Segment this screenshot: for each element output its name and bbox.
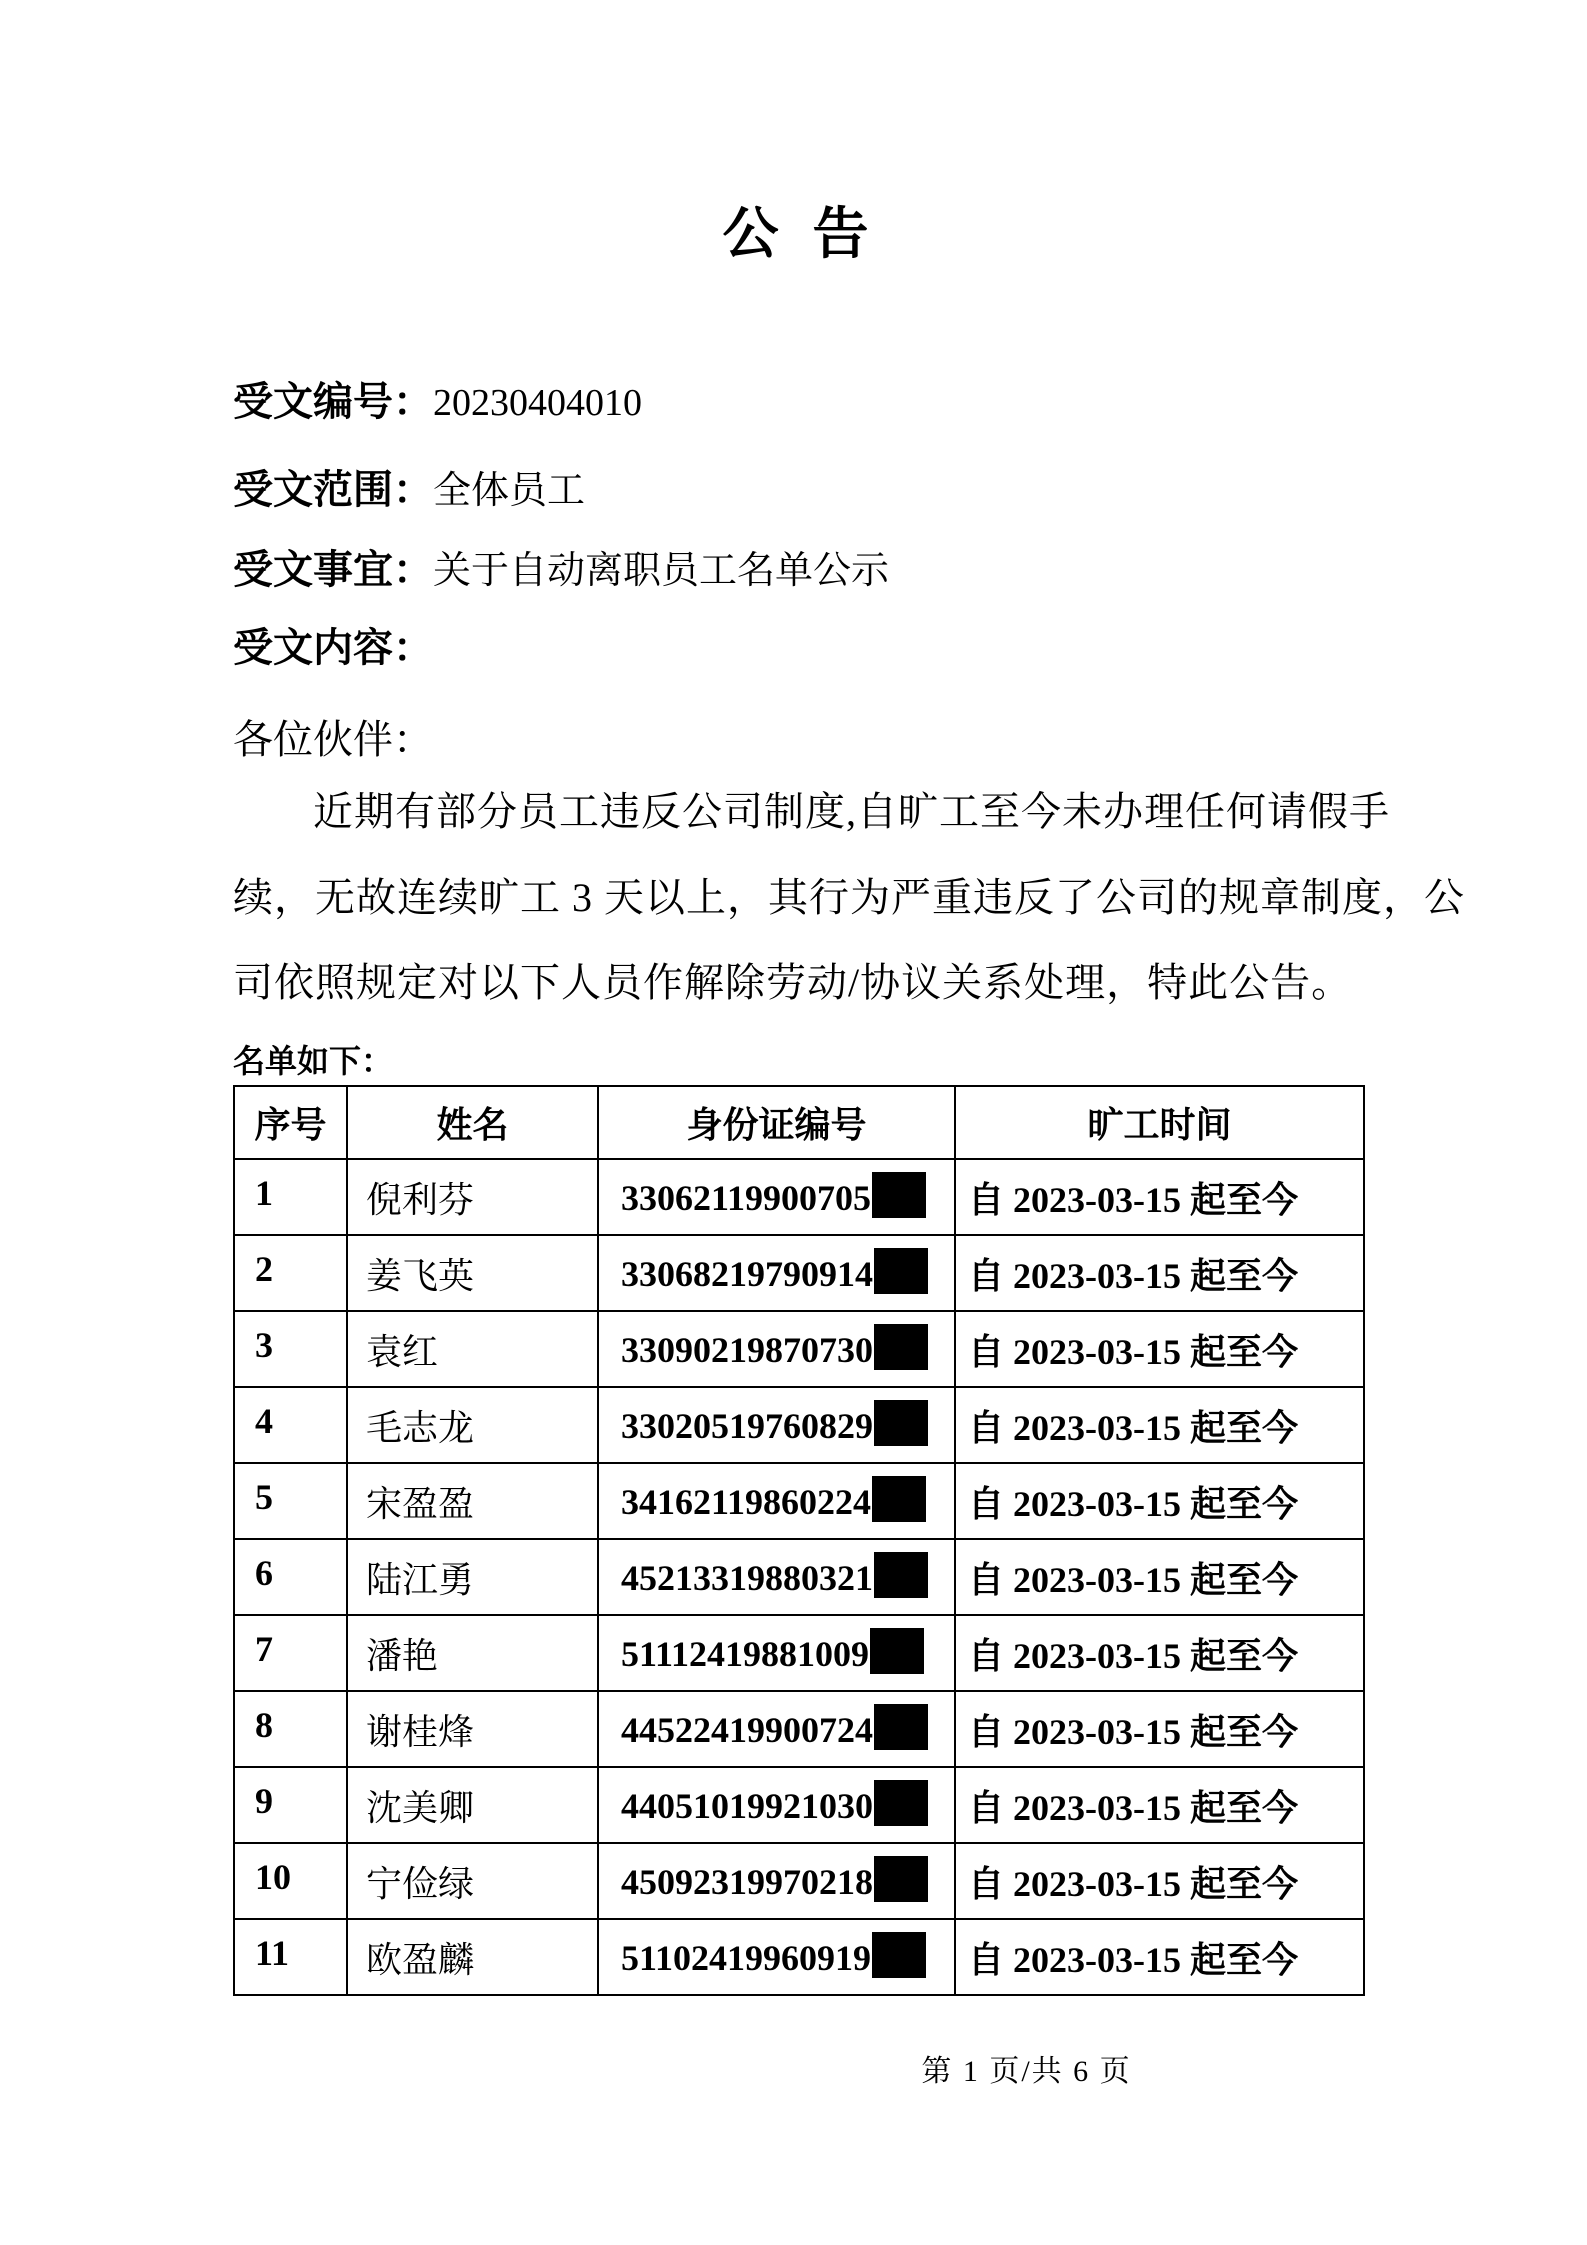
redaction-block <box>872 1476 926 1522</box>
column-header-index: 序号 <box>234 1086 347 1159</box>
cell-name: 欧盈麟 <box>347 1919 598 1995</box>
meta-doc-number <box>233 370 1368 427</box>
cell-name: 沈美卿 <box>347 1767 598 1843</box>
redaction-block <box>874 1856 928 1902</box>
cell-name: 谢桂烽 <box>347 1691 598 1767</box>
cell-index: 7 <box>234 1615 347 1691</box>
meta-content-label: 受文内容： <box>233 625 433 670</box>
cell-index: 8 <box>234 1691 347 1767</box>
table-row <box>234 1843 1364 1919</box>
redaction-block <box>870 1628 924 1674</box>
table-header <box>234 1086 1364 1159</box>
cell-absence-period: 自 2023-03-15 起至今 <box>955 1767 1364 1843</box>
body-paragraph-line: 续，无故连续旷工 3 天以上，其行为严重违反了公司的规章制度，公 <box>233 875 1465 920</box>
cell-index: 9 <box>234 1767 347 1843</box>
cell-absence-period: 自 2023-03-15 起至今 <box>955 1539 1364 1615</box>
body-paragraph-line: 司依照规定对以下人员作解除劳动/协议关系处理，特此公告。 <box>233 960 1353 1005</box>
id-number-visible: 33062119900705 <box>621 1178 872 1218</box>
meta-content <box>233 616 1368 673</box>
cell-id-number <box>598 1615 955 1691</box>
cell-id-number <box>598 1387 955 1463</box>
cell-index: 3 <box>234 1311 347 1387</box>
cell-absence-period: 自 2023-03-15 起至今 <box>955 1235 1364 1311</box>
table-row <box>234 1159 1364 1235</box>
cell-absence-period: 自 2023-03-15 起至今 <box>955 1691 1364 1767</box>
table-row <box>234 1539 1364 1615</box>
cell-id-number <box>598 1919 955 1995</box>
cell-name: 宋盈盈 <box>347 1463 598 1539</box>
cell-name: 宁俭绿 <box>347 1843 598 1919</box>
redaction-block <box>874 1324 928 1370</box>
cell-absence-period: 自 2023-03-15 起至今 <box>955 1159 1364 1235</box>
table-row <box>234 1691 1364 1767</box>
table-row <box>234 1235 1364 1311</box>
meta-subject-value: 关于自动离职员工名单公示 <box>433 550 890 592</box>
redaction-block <box>872 1932 926 1978</box>
cell-absence-period: 自 2023-03-15 起至今 <box>955 1919 1364 1995</box>
redaction-block <box>874 1704 928 1750</box>
table-row <box>234 1919 1364 1995</box>
cell-absence-period: 自 2023-03-15 起至今 <box>955 1843 1364 1919</box>
meta-scope-label: 受文范围： <box>233 467 433 512</box>
cell-index: 1 <box>234 1159 347 1235</box>
meta-scope <box>233 458 1368 515</box>
salutation: 各位伙伴： <box>233 717 433 762</box>
id-number-visible: 44522419900724 <box>621 1710 873 1750</box>
cell-index: 4 <box>234 1387 347 1463</box>
column-header-name: 姓名 <box>347 1086 598 1159</box>
id-number-visible: 33090219870730 <box>621 1330 873 1370</box>
id-number-visible: 34162119860224 <box>621 1482 872 1522</box>
id-number-visible: 51112419881009 <box>621 1634 870 1674</box>
meta-subject-label: 受文事宜： <box>233 547 433 592</box>
cell-absence-period: 自 2023-03-15 起至今 <box>955 1463 1364 1539</box>
cell-id-number <box>598 1159 955 1235</box>
cell-id-number <box>598 1235 955 1311</box>
table-body <box>234 1159 1364 1995</box>
meta-doc-number-label: 受文编号： <box>233 379 433 424</box>
cell-absence-period: 自 2023-03-15 起至今 <box>955 1387 1364 1463</box>
id-number-visible: 45213319880321 <box>621 1558 873 1598</box>
meta-subject <box>233 538 1368 595</box>
cell-name: 姜飞英 <box>347 1235 598 1311</box>
cell-name: 毛志龙 <box>347 1387 598 1463</box>
cell-absence-period: 自 2023-03-15 起至今 <box>955 1311 1364 1387</box>
redaction-block <box>872 1172 926 1218</box>
cell-index: 11 <box>234 1919 347 1995</box>
cell-absence-period: 自 2023-03-15 起至今 <box>955 1615 1364 1691</box>
cell-id-number <box>598 1463 955 1539</box>
column-header-id-number: 身份证编号 <box>598 1086 955 1159</box>
cell-name: 袁红 <box>347 1311 598 1387</box>
table-row <box>234 1463 1364 1539</box>
redaction-block <box>874 1552 928 1598</box>
cell-id-number <box>598 1311 955 1387</box>
cell-index: 5 <box>234 1463 347 1539</box>
cell-index: 10 <box>234 1843 347 1919</box>
cell-id-number <box>598 1767 955 1843</box>
id-number-visible: 33020519760829 <box>621 1406 873 1446</box>
body-paragraph-line: 近期有部分员工违反公司制度,自旷工至今未办理任何请假手 <box>313 789 1390 834</box>
table-row <box>234 1615 1364 1691</box>
cell-id-number <box>598 1843 955 1919</box>
table-row <box>234 1767 1364 1843</box>
list-intro: 名单如下： <box>233 1043 394 1079</box>
redaction-block <box>874 1248 928 1294</box>
page-footer: 第 1 页/共 6 页 <box>921 2055 1132 2088</box>
employee-roster-table <box>233 1085 1365 1996</box>
table-row <box>234 1387 1364 1463</box>
page-title: 公 告 <box>722 204 879 266</box>
column-header-absence-period: 旷工时间 <box>955 1086 1364 1159</box>
cell-name: 陆江勇 <box>347 1539 598 1615</box>
cell-index: 2 <box>234 1235 347 1311</box>
id-number-visible: 44051019921030 <box>621 1786 873 1826</box>
document-content <box>233 0 1465 2245</box>
cell-id-number <box>598 1539 955 1615</box>
id-number-visible: 45092319970218 <box>621 1862 873 1902</box>
cell-id-number <box>598 1691 955 1767</box>
meta-scope-value: 全体员工 <box>433 470 586 512</box>
table-row <box>234 1311 1364 1387</box>
cell-name: 倪利芬 <box>347 1159 598 1235</box>
id-number-visible: 51102419960919 <box>621 1938 872 1978</box>
meta-doc-number-value: 20230404010 <box>433 382 642 424</box>
redaction-block <box>874 1400 928 1446</box>
id-number-visible: 33068219790914 <box>621 1254 873 1294</box>
redaction-block <box>874 1780 928 1826</box>
cell-name: 潘艳 <box>347 1615 598 1691</box>
cell-index: 6 <box>234 1539 347 1615</box>
